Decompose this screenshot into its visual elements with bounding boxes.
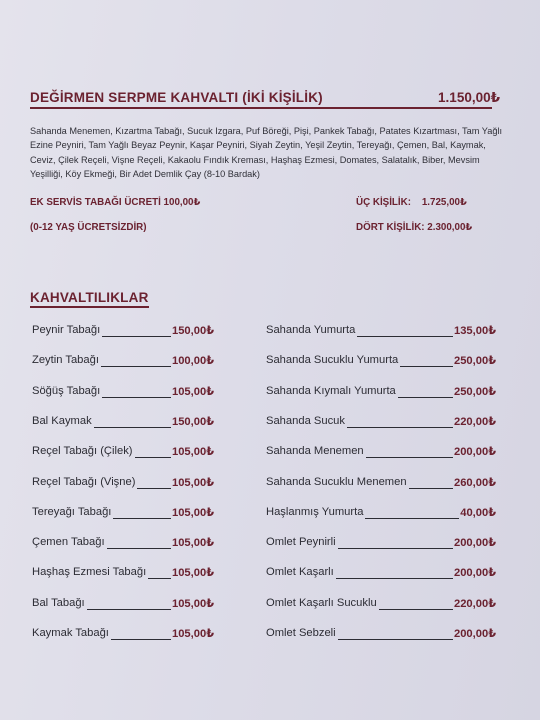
menu-item-leader-line <box>338 639 453 640</box>
menu-item-price: 105,00₺ <box>171 537 214 550</box>
menu-item-name: Haşhaş Ezmesi Tabağı <box>32 566 147 579</box>
menu-item-name: Omlet Peynirli <box>266 536 336 549</box>
menu-item-name: Reçel Tabağı (Çilek) <box>32 445 133 458</box>
menu-item-leader-line <box>94 427 171 428</box>
menu-item-price: 150,00₺ <box>171 325 214 337</box>
menu-item-name: Haşlanmış Yumurta <box>266 505 364 518</box>
menu-item-name: Sahanda Sucuklu Menemen <box>266 475 407 488</box>
menu-item-name: Sahanda Menemen <box>266 445 364 458</box>
four-person-price: DÖRT KİŞİLİK: 2.300,00₺ <box>356 222 473 233</box>
menu-item <box>32 445 214 461</box>
menu-item-price: 105,00₺ <box>171 567 214 580</box>
menu-item-leader-line <box>398 397 453 398</box>
breakfast-set-price: 1.150,00₺ <box>438 90 500 105</box>
menu-item <box>266 627 496 643</box>
menu-item-price: 200,00₺ <box>453 567 496 580</box>
menu-item-price: 105,00₺ <box>171 628 214 640</box>
menu-item <box>266 506 496 522</box>
menu-item-leader-line <box>365 518 459 519</box>
menu-item-leader-line <box>366 457 453 458</box>
menu-item <box>266 324 496 340</box>
menu-item-name: Kaymak Tabağı <box>32 627 109 639</box>
menu-item-price: 250,00₺ <box>453 385 496 398</box>
menu-item-price: 150,00₺ <box>171 415 214 428</box>
menu-item-leader-line <box>107 548 171 549</box>
menu-item <box>266 566 496 582</box>
menu-item-leader-line <box>379 609 453 610</box>
menu-item-leader-line <box>102 397 171 398</box>
breakfast-set-title: DEĞİRMEN SERPME KAHVALTI (İKİ KİŞİLİK) <box>30 90 323 105</box>
menu-item-price: 105,00₺ <box>171 476 214 489</box>
children-free-note: (0-12 YAŞ ÜCRETSİZDİR) <box>30 222 147 233</box>
menu-item-name: Sahanda Yumurta <box>266 324 356 336</box>
menu-item <box>266 445 496 461</box>
service-fee-note: EK SERVİS TABAĞI ÜCRETİ 100,00₺ <box>30 197 201 208</box>
menu-item-price: 40,00₺ <box>460 506 496 519</box>
menu-item-leader-line <box>111 639 171 640</box>
menu-item-leader-line <box>400 366 453 367</box>
menu-item-leader-line <box>409 488 453 489</box>
breakfast-items-section-title: KAHVALTILIKLAR <box>30 290 149 308</box>
menu-item <box>266 597 496 613</box>
menu-item-price: 250,00₺ <box>453 355 496 368</box>
menu-item <box>32 536 214 552</box>
three-person-price: ÜÇ KİŞİLİK: 1.725,00₺ <box>356 197 467 208</box>
menu-item-name: Bal Kaymak <box>32 414 92 427</box>
header-underline <box>30 107 492 109</box>
menu-item <box>32 476 214 492</box>
menu-item-price: 220,00₺ <box>453 415 496 428</box>
menu-item-name: Tereyağı Tabağı <box>32 505 112 518</box>
menu-item-price: 200,00₺ <box>453 628 496 640</box>
menu-item-price: 220,00₺ <box>453 597 496 610</box>
menu-item-leader-line <box>347 427 453 428</box>
menu-item-price: 105,00₺ <box>171 597 214 610</box>
menu-item-leader-line <box>338 548 453 549</box>
menu-item-name: Sahanda Sucuk <box>266 414 345 427</box>
menu-item <box>32 566 214 582</box>
menu-item-name: Bal Tabağı <box>32 596 85 609</box>
menu-item <box>32 324 214 340</box>
menu-item-price: 135,00₺ <box>453 325 496 337</box>
menu-item <box>32 385 214 401</box>
menu-item <box>266 415 496 431</box>
menu-item-name: Sahanda Sucuklu Yumurta <box>266 354 399 367</box>
menu-item-leader-line <box>135 457 171 458</box>
menu-item-leader-line <box>87 609 171 610</box>
menu-item-price: 105,00₺ <box>171 506 214 519</box>
menu-item-name: Sahanda Kıymalı Yumurta <box>266 384 396 397</box>
menu-item-name: Söğüş Tabağı <box>32 384 101 397</box>
menu-item-price: 260,00₺ <box>453 476 496 489</box>
menu-item <box>32 354 214 370</box>
menu-item-price: 105,00₺ <box>171 446 214 459</box>
menu-item <box>32 506 214 522</box>
menu-item-name: Omlet Sebzeli <box>266 627 336 639</box>
menu-item-name: Zeytin Tabağı <box>32 354 99 367</box>
menu-item-name: Reçel Tabağı (Vişne) <box>32 475 136 488</box>
menu-item <box>32 415 214 431</box>
menu-item-leader-line <box>357 336 453 337</box>
menu-item-leader-line <box>102 336 171 337</box>
menu-item-price: 200,00₺ <box>453 446 496 459</box>
menu-item <box>266 354 496 370</box>
menu-item <box>266 385 496 401</box>
menu-item-leader-line <box>137 488 171 489</box>
menu-item <box>266 476 496 492</box>
menu-item-leader-line <box>101 366 171 367</box>
menu-item <box>32 597 214 613</box>
menu-item <box>266 536 496 552</box>
menu-item-leader-line <box>148 578 171 579</box>
menu-item-price: 200,00₺ <box>453 537 496 550</box>
menu-item-name: Çemen Tabağı <box>32 536 105 549</box>
menu-item-name: Omlet Kaşarlı Sucuklu <box>266 596 377 609</box>
breakfast-set-header <box>30 90 500 110</box>
menu-item-leader-line <box>336 578 453 579</box>
menu-item-leader-line <box>113 518 171 519</box>
menu-item <box>32 627 214 643</box>
menu-item-price: 105,00₺ <box>171 385 214 398</box>
menu-item-name: Peynir Tabağı <box>32 324 101 336</box>
menu-item-name: Omlet Kaşarlı <box>266 566 334 579</box>
breakfast-set-description: Sahanda Menemen, Kızartma Tabağı, Sucuk Izgara, Puf Böreği, Pişi, Pankek Tabağı, Patates Kızartması, Tam Yağlı Ezine Peyniri, Tam Yağlı Beyaz Peynir, Kaşar Peyniri, Siyah Zeytin, Yeşil Zeytin, Tereyağı, Çemen, Bal, Kaymak, Ceviz, Çilek Reçeli, Vişne Reçeli, Kakaolu Fındık Kreması, Haşhaş Ezmesi, Domates, Salatalık, Biber, Mevsim Yeşilliği, Köy Ekmeği, Bir Adet Demlik Çay (8-10 Bardak) <box>30 126 503 179</box>
menu-item-price: 100,00₺ <box>171 355 214 368</box>
